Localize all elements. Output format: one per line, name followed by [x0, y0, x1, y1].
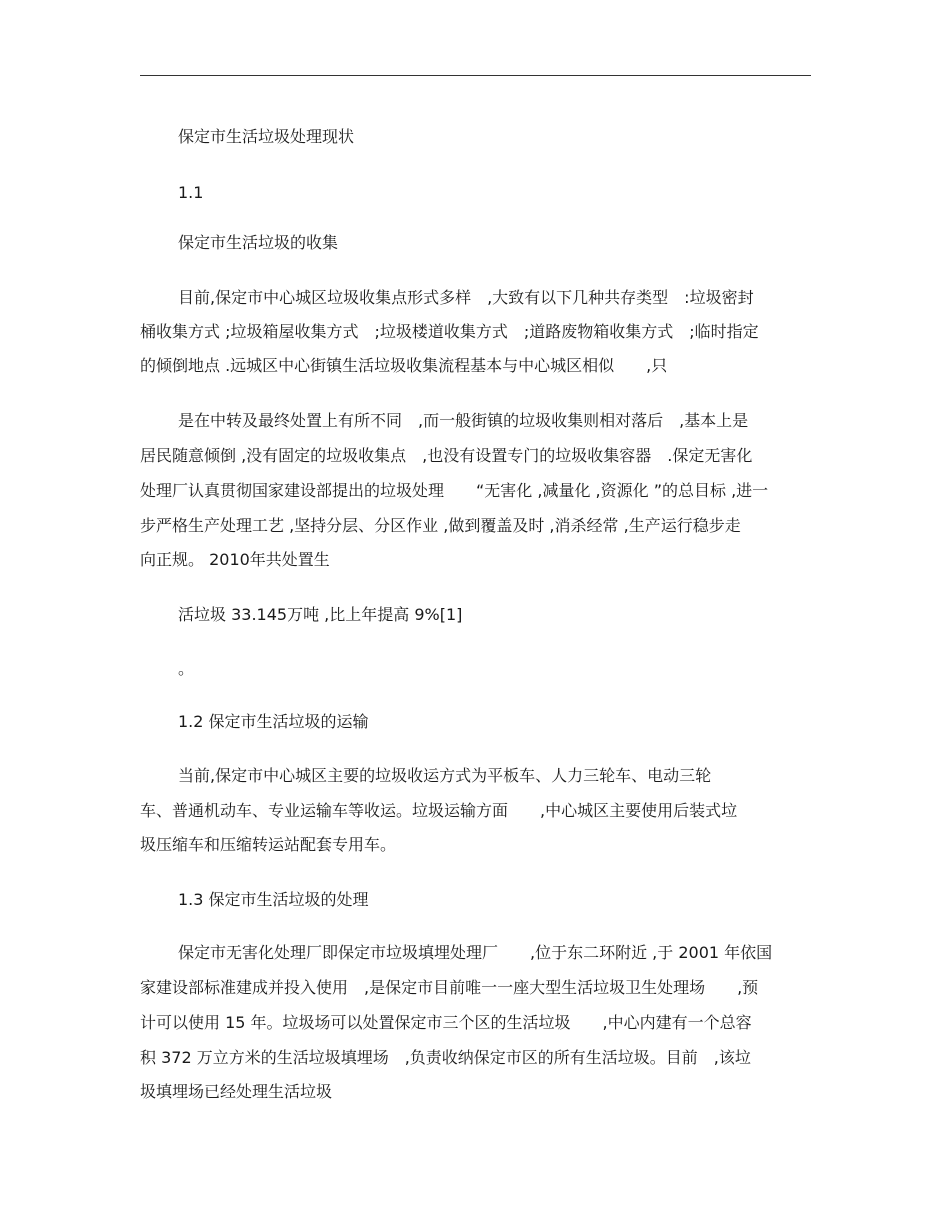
paragraph-line: 积 372 万立方米的生活垃圾填埋场 ,负责收纳保定市区的所有生活垃圾。目前 ,该垃 [140, 1048, 751, 1067]
paragraph-line: 是在中转及最终处置上有所不同 ,而一般街镇的垃圾收集则相对落后 ,基本上是 [178, 411, 749, 430]
paragraph-line: 。 [178, 659, 195, 678]
paragraph-line: 圾填埋场已经处理生活垃圾 [140, 1082, 333, 1101]
paragraph-line: 车、普通机动车、专业运输车等收运。垃圾运输方面 ,中心城区主要使用后装式垃 [140, 801, 738, 820]
subsection-heading: 1.2 保定市生活垃圾的运输 [178, 712, 369, 731]
paragraph-line: 计可以使用 15 年。垃圾场可以处置保定市三个区的生活垃圾 ,中心内建有一个总容 [140, 1013, 752, 1032]
paragraph-line: 向正规。 2010年共处置生 [140, 550, 330, 569]
paragraph-line: 活垃圾 33.145万吨 ,比上年提高 9%[1] [178, 605, 463, 624]
paragraph-line: 圾压缩车和压缩转运站配套专用车。 [140, 835, 397, 854]
section-title: 保定市生活垃圾处理现状 [178, 127, 355, 146]
paragraph-line: 家建设部标准建成并投入使用 ,是保定市目前唯一一座大型生活垃圾卫生处理场 ,预 [140, 978, 759, 997]
subsection-heading: 保定市生活垃圾的收集 [178, 233, 339, 252]
paragraph-line: 桶收集方式 ;垃圾箱屋收集方式 ;垃圾楼道收集方式 ;道路废物箱收集方式 ;临时指定 [140, 322, 759, 341]
subsection-heading: 1.3 保定市生活垃圾的处理 [178, 890, 369, 909]
paragraph-line: 目前,保定市中心城区垃圾收集点形式多样 ,大致有以下几种共存类型 :垃圾密封 [178, 288, 754, 307]
paragraph-line: 当前,保定市中心城区主要的垃圾收运方式为平板车、人力三轮车、电动三轮 [178, 766, 712, 785]
section-number: 1.1 [178, 183, 204, 202]
paragraph-line: 居民随意倾倒 ,没有固定的垃圾收集点 ,也没有设置专门的垃圾收集容器 .保定无害化 [140, 446, 753, 465]
paragraph-line: 步严格生产处理工艺 ,坚持分层、分区作业 ,做到覆盖及时 ,消杀经常 ,生产运行稳步走 [140, 516, 741, 535]
paragraph-line: 的倾倒地点 .远城区中心街镇生活垃圾收集流程基本与中心城区相似 ,只 [140, 356, 668, 375]
paragraph-line: 处理厂认真贯彻国家建设部提出的垃圾处理 “无害化 ,减量化 ,资源化 ”的总目标 ,进一 [140, 481, 769, 500]
paragraph-line: 保定市无害化处理厂即保定市垃圾填埋处理厂 ,位于东二环附近 ,于 2001 年依国 [178, 943, 773, 962]
header-rule [140, 75, 811, 76]
